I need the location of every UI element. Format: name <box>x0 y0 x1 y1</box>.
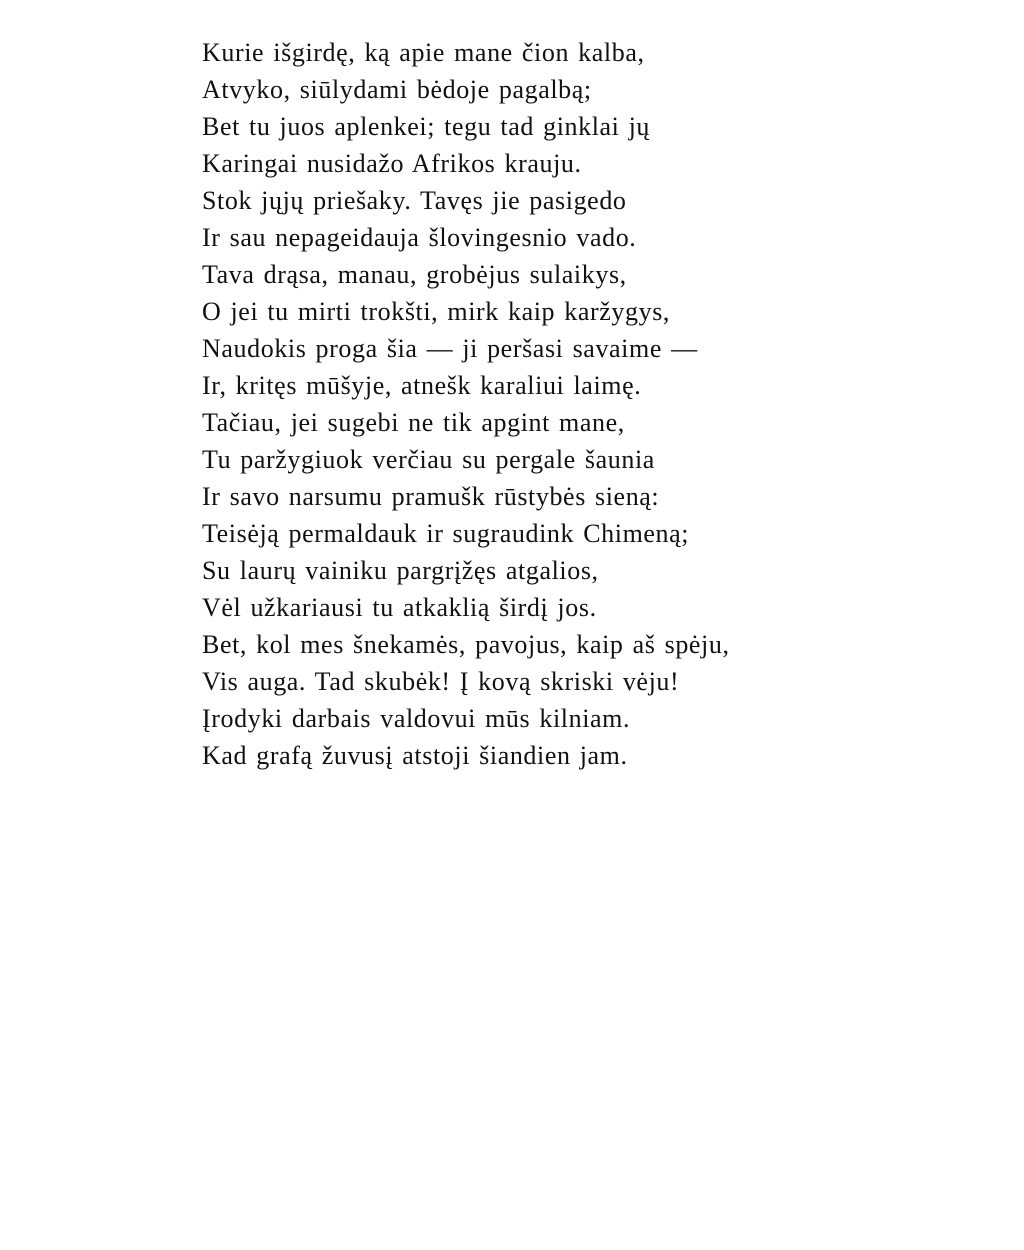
poem-line: Bet, kol mes šnekamės, pavojus, kaip aš spėju, <box>202 630 730 659</box>
poem-line: Tu paržygiuok verčiau su pergale šaunia <box>202 445 655 474</box>
poem-line: Įrodyki darbais valdovui mūs kilniam. <box>202 704 631 733</box>
poem-line: Ir, kritęs mūšyje, atnešk karaliui laimę. <box>202 371 642 400</box>
poem-line: Stok jųjų priešaky. Tavęs jie pasigedo <box>202 186 627 215</box>
poem-line: Kurie išgirdę, ką apie mane čion kalba, <box>202 38 645 67</box>
poem-line: Vėl užkariausi tu atkaklią širdį jos. <box>202 593 597 622</box>
poem-line: O jei tu mirti trokšti, mirk kaip karžygys, <box>202 297 671 326</box>
poem-line: Atvyko, siūlydami bėdoje pagalbą; <box>202 75 592 104</box>
poem-line: Teisėją permaldauk ir sugraudink Chimeną; <box>202 519 690 548</box>
poem-line: Ir sau nepageidauja šlovingesnio vado. <box>202 223 637 252</box>
poem-line: Ir savo narsumu pramušk rūstybės sieną: <box>202 482 660 511</box>
poem-line: Bet tu juos aplenkei; tegu tad ginklai jų <box>202 112 651 141</box>
poem-line: Tačiau, jei sugebi ne tik apgint mane, <box>202 408 625 437</box>
poem-line: Vis auga. Tad skubėk! Į kovą skriski vėju! <box>202 667 680 696</box>
poem-line: Karingai nusidažo Afrikos krauju. <box>202 149 582 178</box>
poem-line: Kad grafą žuvusį atstoji šiandien jam. <box>202 741 628 770</box>
poem-text <box>202 34 922 774</box>
poem-line: Su laurų vainiku pargrįžęs atgalios, <box>202 556 599 585</box>
poem-line: Tava drąsa, manau, grobėjus sulaikys, <box>202 260 627 289</box>
poem-line: Naudokis proga šia — ji peršasi savaime — <box>202 334 698 363</box>
